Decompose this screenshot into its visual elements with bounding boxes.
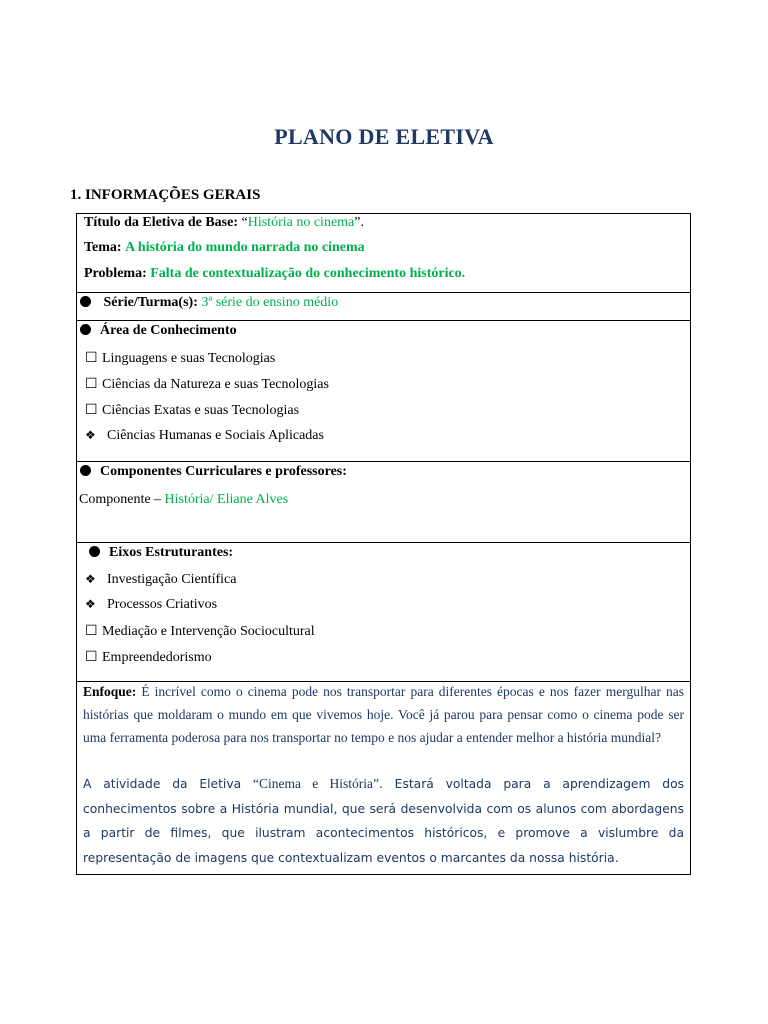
serie-box: [76, 292, 691, 321]
titulo-close: ”.: [354, 215, 364, 230]
tema-line: [84, 240, 365, 256]
bullet-icon: [80, 465, 91, 476]
diamond-bullet-icon: ❖: [85, 572, 96, 586]
tema-value: A história do mundo narrada no cinema: [125, 240, 365, 255]
area-option-natureza: ☐ Ciências da Natureza e suas Tecnologias: [85, 377, 329, 392]
diamond-bullet-icon: ❖: [85, 597, 96, 611]
problema-label: Problema:: [84, 266, 147, 281]
titulo-label: Título da Eletiva de Base:: [84, 215, 239, 230]
empty-checkbox-icon: ☐: [85, 351, 98, 366]
componente-label: Componente –: [79, 492, 162, 507]
area-option-exatas: ☐ Ciências Exatas e suas Tecnologias: [85, 403, 300, 418]
empty-checkbox-icon: ☐: [85, 650, 98, 665]
bullet-icon: [89, 546, 100, 557]
bullet-icon: [80, 324, 91, 335]
titulo-value: História no cinema: [247, 215, 355, 230]
diamond-bullet-icon: ❖: [85, 428, 96, 442]
eixo-processos: ❖ Processos Criativos: [85, 597, 218, 612]
area-box: [76, 320, 691, 462]
componentes-heading: Componentes Curriculares e professores:: [80, 464, 347, 480]
enfoque-box: [76, 681, 691, 875]
empty-checkbox-icon: ☐: [85, 403, 98, 418]
area-option-humanas: ❖ Ciências Humanas e Sociais Aplicadas: [85, 428, 324, 443]
componentes-box: [76, 461, 691, 543]
enfoque-label: Enfoque:: [83, 684, 137, 699]
empty-checkbox-icon: ☐: [85, 624, 98, 639]
area-option-linguagens: ☐ Linguagens e suas Tecnologias: [85, 351, 276, 366]
eixos-box: [76, 542, 691, 682]
tema-label: Tema:: [84, 240, 122, 255]
problema-line: [84, 266, 465, 282]
enfoque-paragraph-1: [83, 680, 684, 749]
eixo-empreendedorismo: ☐ Empreendedorismo: [85, 650, 212, 665]
general-info-box: [76, 213, 691, 293]
componente-value: História/ Eliane Alves: [164, 492, 289, 507]
titulo-line: [84, 215, 364, 231]
document-title: PLANO DE ELETIVA: [274, 124, 494, 149]
enfoque-text-1: É incrível como o cinema pode nos transportar para diferentes épocas e nos fazer mergulhar nas histórias que moldaram o mundo em que vivemos hoje. Você já parou para pensar como o cinema pode ser uma ferramenta poderosa para nos transportar no tempo e nos ajudar a entender melhor a história mundial?: [83, 684, 684, 745]
componente-line: [79, 492, 288, 508]
area-heading: Área de Conhecimento: [80, 323, 237, 339]
serie-label: Série/Turma(s):: [103, 295, 198, 310]
section-heading: 1. INFORMAÇÕES GERAIS: [70, 187, 261, 203]
empty-checkbox-icon: ☐: [85, 377, 98, 392]
bullet-icon: [80, 296, 91, 307]
enfoque-paragraph-2: A atividade da Eletiva “Cinema e História”. Estará voltada para a aprendizagem dos conhecimentos sobre a História mundial, que será desenvolvida com os alunos com abordagens a partir de filmes, que ilustram acontecimentos históricos, e promove a vislumbre da representação de imagens que contextualizam eventos o marcantes da nossa história.: [83, 776, 684, 865]
serie-line: [80, 295, 338, 311]
enfoque-quote: “Cinema e História”: [252, 776, 379, 791]
titulo-open-quote: “: [241, 215, 248, 230]
problema-value: Falta de contextualização do conhecimento histórico.: [150, 266, 466, 281]
eixo-investigacao: ❖ Investigação Científica: [85, 572, 237, 587]
eixos-heading: Eixos Estruturantes:: [89, 545, 233, 561]
eixo-mediacao: ☐ Mediação e Intervenção Sociocultural: [85, 624, 315, 639]
serie-value: 3ª série do ensino médio: [201, 295, 339, 310]
